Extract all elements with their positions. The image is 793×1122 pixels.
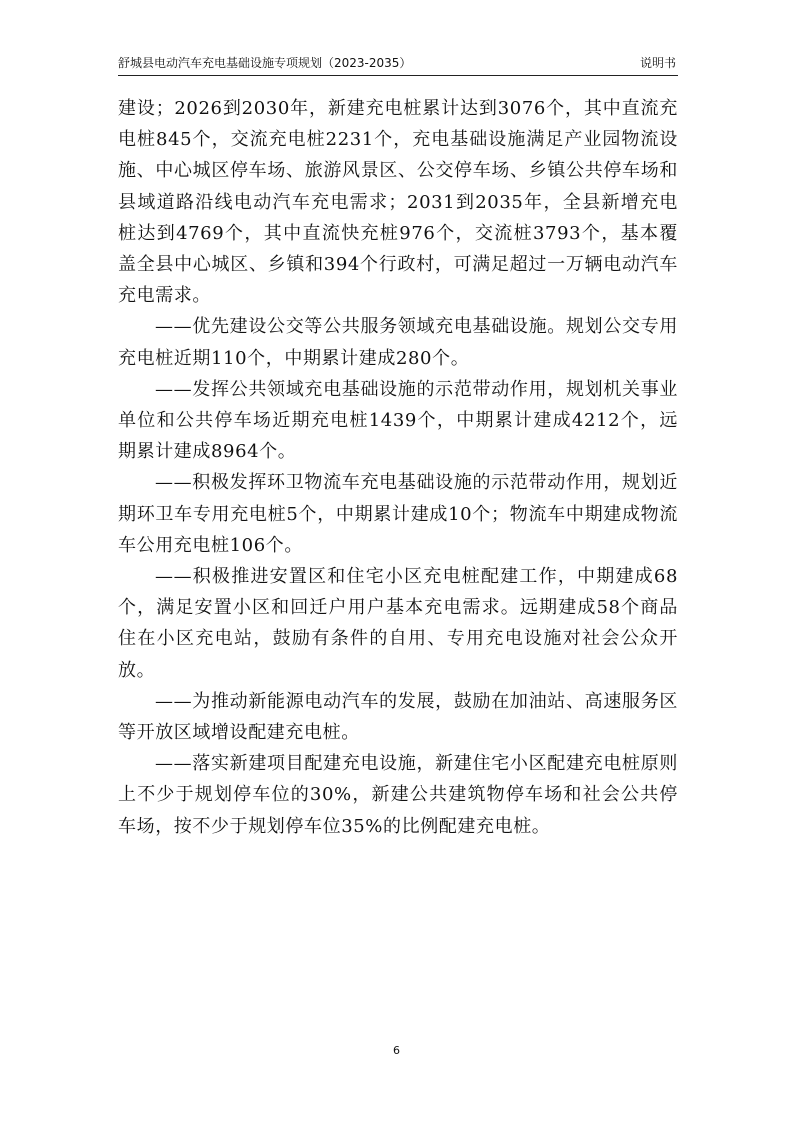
document-body <box>118 93 678 842</box>
paragraph-new-project-chargers: ——落实新建项目配建充电设施，新建住宅小区配建充电桩原则上不少于规划停车位的30%，新建公共建筑物停车场和社会公共停车场，按不少于规划停车位35%的比例配建充电桩。 <box>118 753 678 837</box>
section-label: 说明书 <box>639 56 676 70</box>
paragraph-public-sector-chargers: ——发挥公共领域充电基础设施的示范带动作用，规划机关事业单位和公共停车场近期充电桩1439个，中期累计建成4212个，远期累计建成8964个。 <box>118 378 678 463</box>
page-header <box>118 53 678 76</box>
document-title: 舒城县电动汽车充电基础设施专项规划（2023-2035） <box>118 56 412 70</box>
paragraph-open-area-chargers: ——为推动新能源电动汽车的发展，鼓励在加油站、高速服务区等开放区域增设配建充电桩。 <box>118 690 678 744</box>
paragraph-residential-chargers: ——积极推进安置区和住宅小区充电桩配建工作，中期建成68个，满足安置小区和回迁户用户基本充电需求。远期建成58个商品住在小区充电站，鼓励有条件的自用、专用充电设施对社会公众开放。 <box>118 566 678 681</box>
page-number: 6 <box>393 1044 400 1057</box>
paragraph-sanitation-logistics-chargers: ——积极发挥环卫物流车充电基础设施的示范带动作用，规划近期环卫车专用充电桩5个，中期累计建成10个；物流车中期建成物流车公用充电桩106个。 <box>118 472 678 556</box>
paragraph-bus-chargers: ——优先建设公交等公共服务领域充电基础设施。规划公交专用充电桩近期110个，中期累计建成280个。 <box>118 316 678 369</box>
paragraph-continued: 建设；2026到2030年，新建充电桩累计达到3076个，其中直流充电桩845个，交流充电桩2231个，充电基础设施满足产业园物流设施、中心城区停车场、旅游风景区、公交停车场、乡镇公共停车场和县域道路沿线电动汽车充电需求；2031到2035年，全县新增充电桩达到4769个，其中直流快充桩976个，交流桩3793个，基本覆盖全县中心城区、乡镇和394个行政村，可满足超过一万辆电动汽车充电需求。 <box>118 98 678 307</box>
